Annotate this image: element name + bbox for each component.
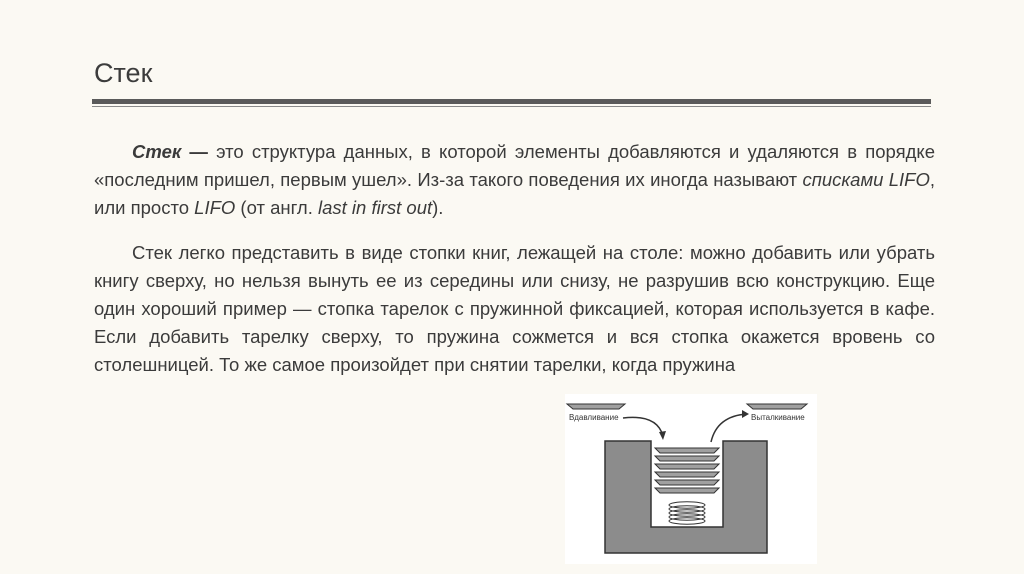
- title-divider-thin: [92, 106, 931, 107]
- term-stack: Стек: [132, 141, 182, 162]
- outgoing-plate-icon: [747, 404, 807, 409]
- plate: [655, 472, 719, 477]
- term-lists: списками: [802, 169, 884, 190]
- term-lifo-2: LIFO: [194, 197, 236, 218]
- definition-text-1: это структура данных, в которой элементы добавляются и удаляются в порядке «последним пришел, первым ушел». Из-за такого поведения их иногда называют: [94, 141, 936, 190]
- definition-text-4: ).: [432, 197, 444, 218]
- definition-text-3: (от англ.: [235, 197, 318, 218]
- plate-stack-diagram: [565, 394, 817, 564]
- plate: [655, 480, 719, 485]
- pop-label: Выталкивание: [751, 413, 805, 422]
- plate: [655, 456, 719, 461]
- pop-arrow-icon: [711, 414, 747, 442]
- push-label: Вдавливание: [569, 413, 619, 422]
- definition-text-2: , или просто: [94, 169, 935, 218]
- plate: [655, 488, 719, 493]
- push-arrowhead-icon: [659, 431, 666, 440]
- plate-stack: [655, 448, 719, 493]
- term-last-in-first-out: last in first out: [318, 197, 433, 218]
- incoming-plate-icon: [567, 404, 625, 409]
- plate: [655, 464, 719, 469]
- spring-icon: [669, 502, 705, 524]
- definition-paragraph: [94, 138, 935, 222]
- example-paragraph: Стек легко представить в виде стопки книг, лежащей на столе: можно добавить или убрать книгу сверху, но нельзя вынуть ее из середины или снизу, не разрушив всю конструкцию. Еще один хороший пример — стопка тарелок с пружинной фиксацией, которая используется в кафе. Если добавить тарелку сверху, то пружина сожмется и вся стопка окажется вровень со столешницей. То же самое произойдет при снятии тарелки, когда пружина: [94, 242, 935, 375]
- plate-stack-figure: [565, 394, 817, 564]
- term-lifo-1: LIFO: [883, 169, 930, 190]
- title-divider-thick: [92, 99, 931, 104]
- slide-body: [94, 138, 935, 396]
- term-dash: —: [181, 141, 217, 162]
- plate: [655, 448, 719, 453]
- slide-title: Стек: [94, 58, 153, 88]
- pop-arrowhead-icon: [742, 410, 749, 418]
- push-arrow-icon: [623, 417, 663, 436]
